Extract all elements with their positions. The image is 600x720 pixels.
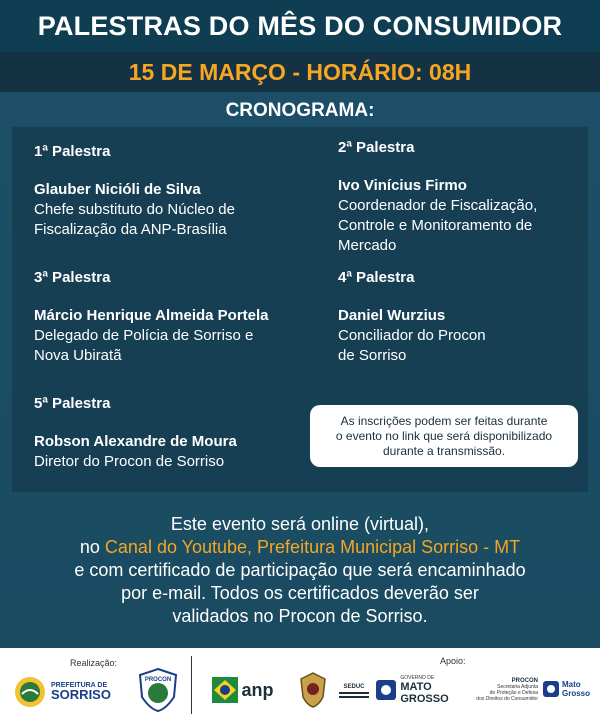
mato-grosso-logo	[540, 674, 596, 704]
talk-number: 3ª Palestra	[34, 269, 111, 286]
procon-sorriso-seal	[136, 666, 180, 714]
online-prefix: no	[79, 537, 105, 557]
svg-text:PROCON: PROCON	[144, 677, 172, 683]
speaker-role-line: Diretor do Procon de Sorriso	[34, 453, 225, 470]
talk-4	[338, 269, 578, 366]
online-line: e com certificado de participação que será encaminhado	[74, 560, 526, 580]
procon-mt-sub: de Proteção e Defesa	[489, 690, 538, 696]
speaker-name: Glauber Nicióli de Silva	[34, 181, 201, 198]
anp-flag-icon	[212, 677, 238, 703]
anp-logo	[208, 674, 278, 706]
grosso-line: GROSSO	[400, 693, 449, 705]
procon-mt-text	[462, 670, 538, 710]
governo-mt-logo	[372, 672, 452, 708]
speaker-role-line: Delegado de Polícia de Sorriso e	[34, 327, 254, 344]
governo-line: GOVERNO DE	[400, 675, 435, 681]
prefeitura-emblem-icon	[13, 675, 47, 709]
mt-small-emblem-icon	[542, 680, 560, 698]
mt-emblem-icon	[375, 679, 397, 701]
note-line: o evento no link que será disponibilizado	[335, 428, 553, 443]
prefeitura-sorriso-logo	[12, 672, 112, 712]
talk-number: 4ª Palestra	[338, 269, 415, 286]
seduc-text: SEDUC	[343, 684, 365, 690]
prefeitura-line2: SORRISO	[51, 687, 111, 702]
speaker-name: Daniel Wurzius	[338, 307, 446, 324]
procon-mt-title: PROCON	[511, 678, 538, 684]
police-badge	[298, 670, 328, 710]
talk-1	[34, 143, 304, 240]
online-line: validados no Procon de Sorriso.	[172, 606, 428, 626]
talk-2	[338, 139, 578, 256]
talk-5	[34, 395, 304, 472]
speaker-role-line: Fiscalização da ANP-Brasília	[34, 221, 227, 238]
prefeitura-line1: PREFEITURA DE	[51, 682, 108, 689]
speaker-role-line: Conciliador do Procon	[338, 327, 486, 344]
speaker-role-line: de Sorriso	[338, 347, 407, 364]
note-line: As inscrições podem ser feitas durante	[340, 413, 548, 428]
speaker-role-line: Nova Ubiratã	[34, 347, 122, 364]
mato-grosso-text: Mato Grosso	[562, 680, 591, 698]
youtube-channel-link[interactable]: Canal do Youtube, Prefeitura Municipal Sorriso - MT	[104, 537, 521, 557]
speaker-role-line: Chefe substituto do Núcleo de	[34, 201, 235, 218]
speaker-role-line: Mercado	[338, 237, 397, 254]
police-badge-icon	[299, 671, 327, 709]
registration-note	[310, 405, 578, 467]
speaker-name: Ivo Vinícius Firmo	[338, 177, 467, 194]
talk-number: 1ª Palestra	[34, 143, 111, 160]
talk-number: 5ª Palestra	[34, 395, 111, 412]
talk-3	[34, 269, 304, 366]
poster-title: PALESTRAS DO MÊS DO CONSUMIDOR	[0, 0, 600, 52]
talk-number: 2ª Palestra	[338, 139, 415, 156]
event-date-time: 15 DE MARÇO - HORÁRIO: 08H	[0, 52, 600, 92]
section-heading: CRONOGRAMA:	[225, 100, 375, 121]
seduc-logo	[336, 676, 372, 706]
online-line: por e-mail. Todos os certificados deverão ser	[121, 583, 479, 603]
online-line-channel	[20, 536, 580, 559]
sponsors-footer	[0, 648, 600, 720]
procon-mt-sub: Secretaria Adjunta	[497, 684, 538, 690]
procon-shield-icon	[136, 667, 180, 713]
online-info	[20, 513, 580, 628]
anp-text: anp	[241, 679, 274, 700]
mato-line: MATO	[400, 681, 432, 693]
procon-mt-sub: dos Direitos do Consumidor	[476, 696, 538, 702]
schedule-panel	[12, 127, 588, 492]
speaker-name: Márcio Henrique Almeida Portela	[34, 307, 269, 324]
apoio-label: Apoio:	[440, 656, 466, 666]
footer-divider	[191, 656, 192, 714]
note-line: durante a transmissão.	[382, 443, 506, 458]
speaker-name: Robson Alexandre de Moura	[34, 433, 237, 450]
online-line: Este evento será online (virtual),	[170, 514, 430, 534]
speaker-role-line: Controle e Monitoramento de	[338, 217, 533, 234]
speaker-role-line: Coordenador de Fiscalização,	[338, 197, 538, 214]
realizacao-label: Realização:	[70, 658, 118, 668]
